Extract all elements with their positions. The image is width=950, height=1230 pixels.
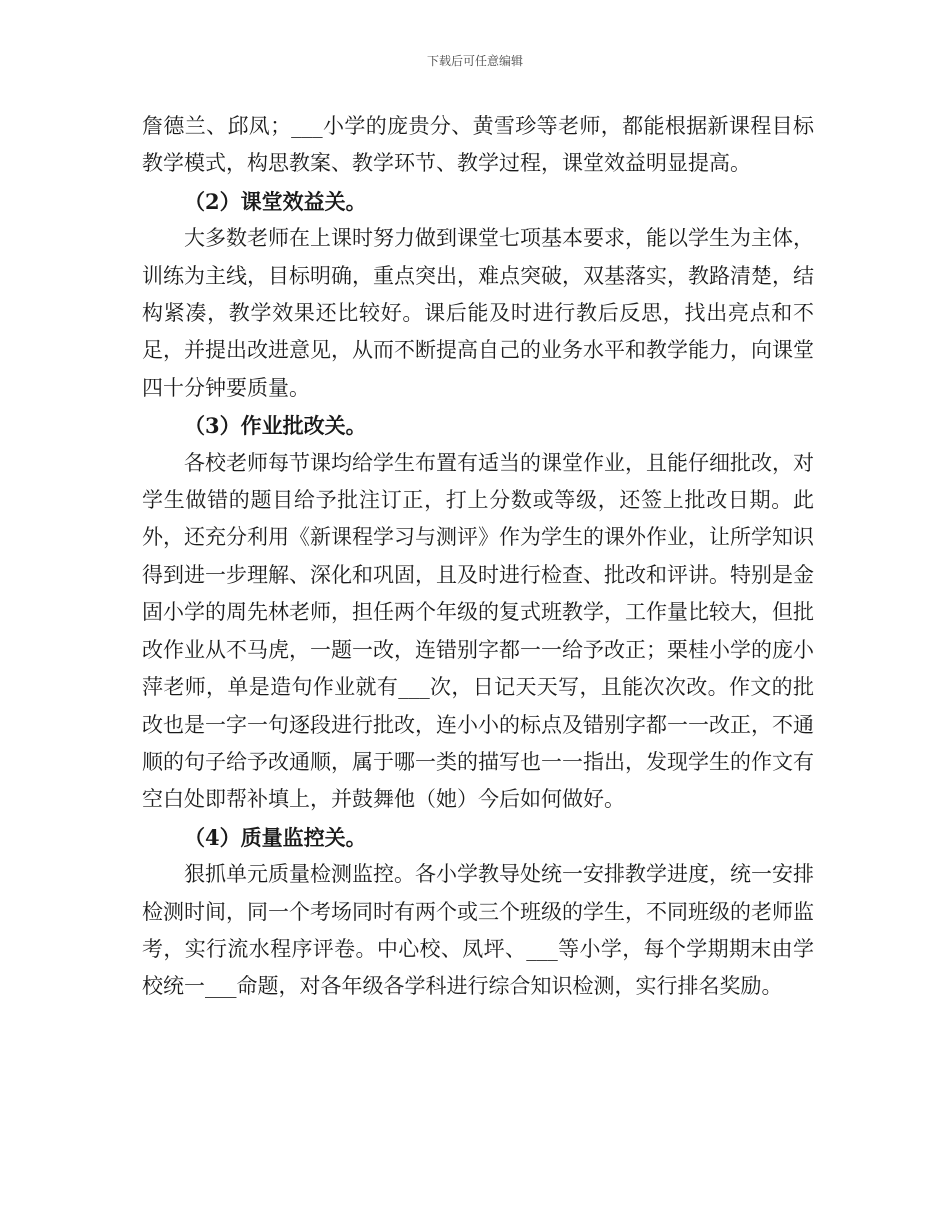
page-header-note: 下载后可任意编辑 (426, 54, 523, 68)
section-heading-classroom-efficiency: （2）课堂效益关。 (184, 188, 367, 214)
paragraph-classroom-efficiency: 大多数老师在上课时努力做到课堂七项基本要求，能以学生为主体，训练为主线，目标明确，重点突出，难点突破，双基落实，教路清楚，结构紧凑，教学效果还比较好。课后能及时进行教后反思，找出亮点和不足，并提出改进意见，从而不断提高自己的业务水平和教学能力，向课堂四十分钟要质量。 (142, 226, 814, 400)
paragraph-homework-correction: 各校老师每节课均给学生布置有适当的课堂作业，且能仔细批改，对学生做错的题目给予批注订正，打上分数或等级，还签上批改日期。此外，还充分利用《新课程学习与测评》作为学生的课外作业，让所学知识得到进一步理解、深化和巩固，且及时进行检查、批改和评讲。特别是金固小学的周先林老师，担任两个年级的复式班教学，工作量比较大，但批改作业从不马虎，一题一改，连错别字都一一给予改正；栗桂小学的庞小萍老师，单是造句作业就有___次，日记天天写，且能次次改。作文的批改也是一字一句逐段进行批改，连小小的标点及错别字都一一改正，不通顺的句子给予改通顺，属于哪一类的描写也一一指出，发现学生的作文有空白处即帮补填上，并鼓舞他（她）今后如何做好。 (142, 450, 814, 812)
section-heading-quality-monitoring: （4）质量监控关。 (184, 824, 367, 850)
document-body (142, 108, 814, 1006)
paragraph-continuation: 詹德兰、邱凤；___小学的庞贵分、黄雪珍等老师，都能根据新课程目标教学模式，构思教案、教学环节、教学过程，课堂效益明显提高。 (142, 114, 814, 176)
section-heading-homework-correction: （3）作业批改关。 (184, 413, 367, 439)
paragraph-quality-monitoring: 狠抓单元质量检测监控。各小学教导处统一安排教学进度，统一安排检测时间，同一个考场同时有两个或三个班级的学生，不同班级的老师监考，实行流水程序评卷。中心校、凤坪、___等小学，每个学期期末由学校统一___命题，对各年级各学科进行综合知识检测，实行排名奖励。 (142, 862, 814, 999)
